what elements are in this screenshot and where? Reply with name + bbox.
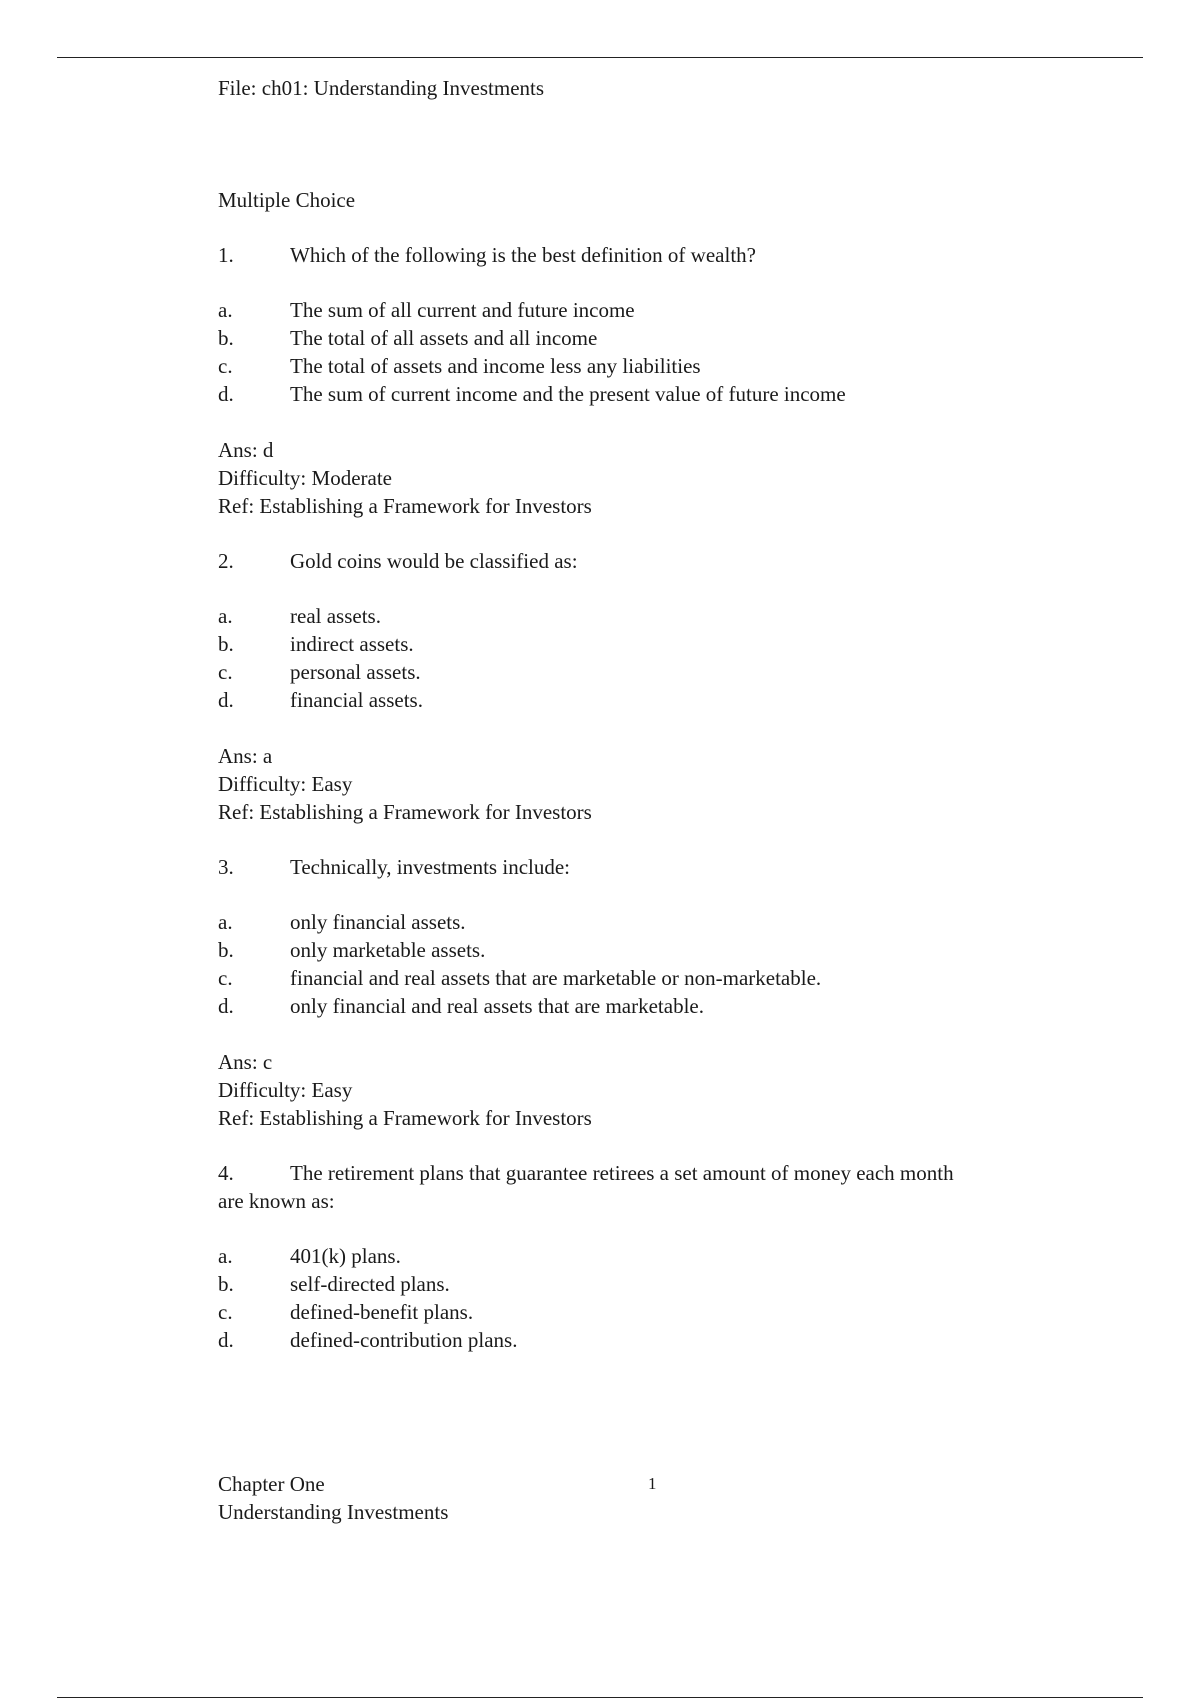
- reference: Ref: Establishing a Framework for Investors: [218, 494, 592, 518]
- question-text: Which of the following is the best definition of wealth?: [290, 243, 756, 267]
- question-stem: [218, 1159, 1098, 1215]
- option-d: [218, 992, 1098, 1020]
- question-2: [218, 547, 1098, 826]
- reference: Ref: Establishing a Framework for Investors: [218, 1106, 592, 1130]
- option-text: self-directed plans.: [290, 1272, 450, 1296]
- option-a: [218, 1242, 1098, 1270]
- option-d: [218, 686, 1098, 714]
- option-text: defined-benefit plans.: [290, 1300, 474, 1324]
- bottom-rule: [57, 1697, 1143, 1698]
- option-letter: d.: [218, 688, 234, 712]
- option-letter: d.: [218, 1328, 234, 1352]
- top-rule: [57, 57, 1143, 58]
- option-letter: b.: [218, 632, 234, 656]
- option-text: only marketable assets.: [290, 938, 486, 962]
- question-text: Gold coins would be classified as:: [290, 549, 578, 573]
- page-number: 1: [648, 1474, 657, 1493]
- option-b: [218, 630, 1098, 658]
- question-text-line-1: The retirement plans that guarantee retirees a set amount of money each month: [290, 1161, 954, 1185]
- answer-meta: [218, 742, 1098, 826]
- option-b: [218, 1270, 1098, 1298]
- options-list: [218, 296, 1098, 408]
- difficulty: Difficulty: Easy: [218, 1078, 353, 1102]
- option-text: 401(k) plans.: [290, 1244, 401, 1268]
- page-footer: [218, 1470, 1098, 1526]
- question-text-line-2: are known as:: [218, 1189, 335, 1213]
- option-text: The sum of all current and future income: [290, 298, 635, 322]
- option-a: [218, 602, 1098, 630]
- option-d: [218, 380, 1098, 408]
- option-a: [218, 908, 1098, 936]
- answer: Ans: a: [218, 744, 273, 768]
- option-letter: c.: [218, 660, 233, 684]
- option-text: The total of assets and income less any liabilities: [290, 354, 701, 378]
- option-text: The sum of current income and the present value of future income: [290, 382, 846, 406]
- option-c: [218, 352, 1098, 380]
- question-number: 4.: [218, 1161, 234, 1185]
- option-letter: d.: [218, 994, 234, 1018]
- answer-meta: [218, 436, 1098, 520]
- option-d: [218, 1326, 1098, 1354]
- section-title: Multiple Choice: [218, 188, 356, 212]
- option-letter: b.: [218, 1272, 234, 1296]
- option-text: The total of all assets and all income: [290, 326, 598, 350]
- option-letter: b.: [218, 326, 234, 350]
- option-letter: c.: [218, 354, 233, 378]
- question-3: [218, 853, 1098, 1132]
- question-1: [218, 241, 1098, 520]
- option-letter: a.: [218, 298, 233, 322]
- answer-meta: [218, 1048, 1098, 1132]
- options-list: [218, 908, 1098, 1020]
- question-number: 3.: [218, 855, 234, 879]
- question-4: [218, 1159, 1098, 1354]
- option-c: [218, 964, 1098, 992]
- option-text: indirect assets.: [290, 632, 414, 656]
- option-letter: c.: [218, 966, 233, 990]
- option-text: financial and real assets that are marketable or non-marketable.: [290, 966, 822, 990]
- option-b: [218, 324, 1098, 352]
- reference: Ref: Establishing a Framework for Investors: [218, 800, 592, 824]
- option-text: only financial and real assets that are marketable.: [290, 994, 704, 1018]
- question-stem: [218, 241, 1098, 269]
- difficulty: Difficulty: Easy: [218, 772, 353, 796]
- option-b: [218, 936, 1098, 964]
- difficulty: Difficulty: Moderate: [218, 466, 392, 490]
- question-stem: [218, 547, 1098, 575]
- options-list: [218, 1242, 1098, 1354]
- answer: Ans: c: [218, 1050, 273, 1074]
- option-text: personal assets.: [290, 660, 421, 684]
- question-number: 2.: [218, 549, 234, 573]
- option-text: real assets.: [290, 604, 381, 628]
- option-letter: b.: [218, 938, 234, 962]
- options-list: [218, 602, 1098, 714]
- option-letter: a.: [218, 1244, 233, 1268]
- question-stem: [218, 853, 1098, 881]
- footer-chapter: Chapter One: [218, 1472, 325, 1496]
- option-a: [218, 296, 1098, 324]
- option-letter: c.: [218, 1300, 233, 1324]
- option-letter: d.: [218, 382, 234, 406]
- question-number: 1.: [218, 243, 234, 267]
- footer-title: Understanding Investments: [218, 1500, 449, 1524]
- option-c: [218, 658, 1098, 686]
- option-letter: a.: [218, 604, 233, 628]
- option-c: [218, 1298, 1098, 1326]
- question-text: Technically, investments include:: [290, 855, 571, 879]
- document-body: [218, 74, 1098, 1354]
- option-text: defined-contribution plans.: [290, 1328, 518, 1352]
- answer: Ans: d: [218, 438, 274, 462]
- option-letter: a.: [218, 910, 233, 934]
- option-text: only financial assets.: [290, 910, 466, 934]
- file-header: File: ch01: Understanding Investments: [218, 76, 545, 100]
- option-text: financial assets.: [290, 688, 423, 712]
